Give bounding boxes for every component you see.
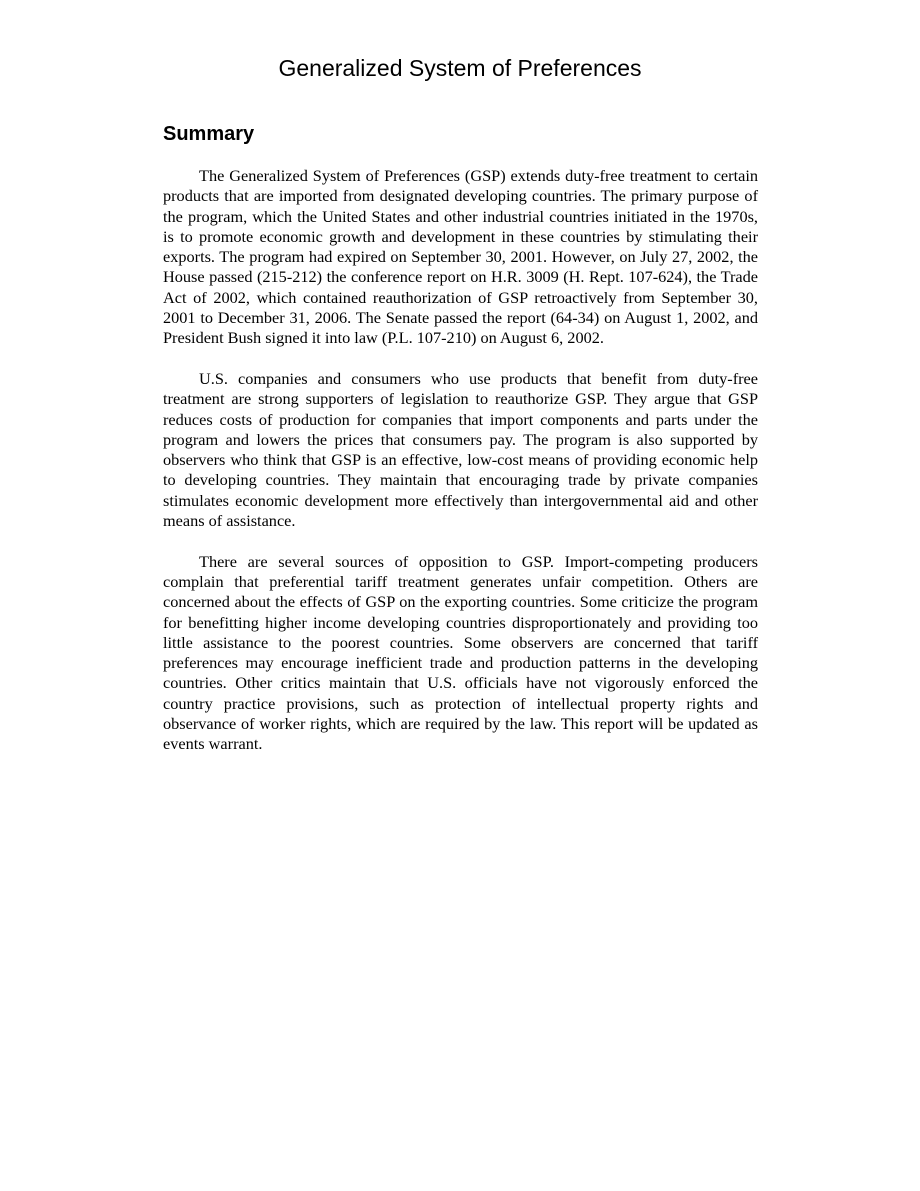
summary-paragraph-1: The Generalized System of Preferences (GSP) extends duty-free treatment to certain products that are imported from designated developing countries. The primary purpose of the program, which the United States and other industrial countries initiated in the 1970s, is to promote economic growth and development in these countries by stimulating their exports. The program had expired on September 30, 2001. However, on July 27, 2002, the House passed (215-212) the conference report on H.R. 3009 (H. Rept. 107-624), the Trade Act of 2002, which contained reauthorization of GSP retroactively from September 30, 2001 to December 31, 2006. The Senate passed the report (64-34) on August 1, 2002, and President Bush signed it into law (P.L. 107-210) on August 6, 2002. [163,166,758,348]
page-title: Generalized System of Preferences [278,55,642,81]
summary-body [163,166,758,775]
section-heading-summary: Summary [163,123,255,145]
summary-paragraph-2: U.S. companies and consumers who use products that benefit from duty-free treatment are strong supporters of legislation to reauthorize GSP. They argue that GSP reduces costs of production for companies that import components and parts under the program and lowers the prices that consumers pay. The program is also supported by observers who think that GSP is an effective, low-cost means of providing economic help to developing countries. They maintain that encouraging trade by private companies stimulates economic development more effectively than intergovernmental aid and other means of assistance. [163,368,758,531]
summary-paragraph-3: There are several sources of opposition to GSP. Import-competing producers complain that preferential tariff treatment generates unfair competition. Others are concerned about the effects of GSP on the exporting countries. Some criticize the program for benefitting higher income developing countries disproportionately and providing too little assistance to the poorest countries. Some observers are concerned that tariff preferences may encourage inefficient trade and production patterns in the developing countries. Other critics maintain that U.S. officials have not vigorously enforced the country practice provisions, such as protection of intellectual property rights and observance of worker rights, which are required by the law. This report will be updated as events warrant. [163,551,758,754]
